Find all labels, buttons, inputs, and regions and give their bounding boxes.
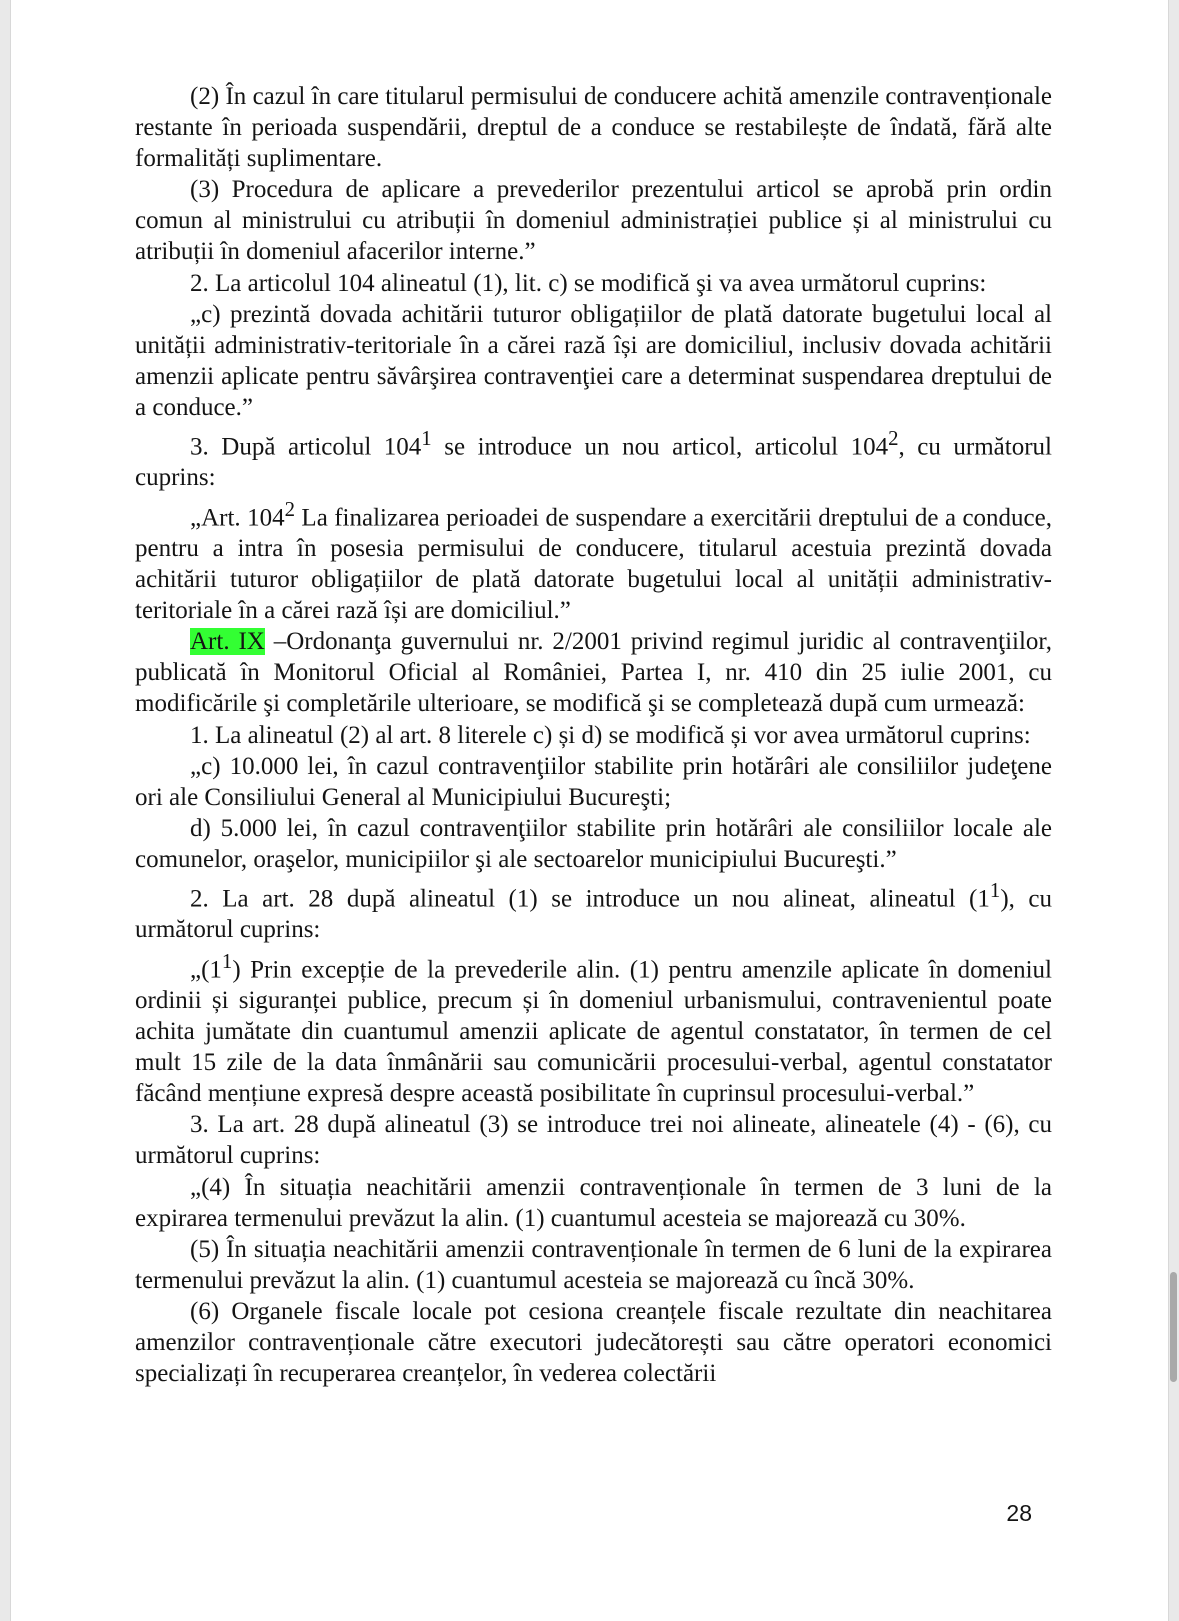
page-number: 28 bbox=[1006, 1500, 1032, 1526]
text-run: „Art. 104 bbox=[190, 503, 285, 531]
superscript: 1 bbox=[221, 948, 233, 973]
paragraph: 1. La alineatul (2) al art. 8 literele c) și d) se modifică și vor avea următorul cuprins: bbox=[190, 721, 1031, 749]
paragraph bbox=[135, 626, 1052, 719]
paragraph bbox=[135, 423, 1052, 494]
superscript: 1 bbox=[989, 878, 1001, 902]
document-page bbox=[10, 0, 1169, 1621]
paragraph: (3) Procedura de aplicare a prevederilor prezentului articol se aprobă prin ordin comun al ministrului cu atribuții în domeniul administrației publice și al ministrului cu atribuții în domeniul afacerilor interne.” bbox=[135, 176, 1052, 266]
paragraph: d) 5.000 lei, în cazul contravenţiilor stabilite prin hotărâri ale consiliilor locale ale comunelor, oraşelor, municipiilor şi ale sectoarelor municipiului Bucureşti.” bbox=[135, 814, 1052, 873]
text-run: ), cu următorul cuprins: bbox=[135, 885, 1053, 944]
paragraph: (6) Organele fiscale locale pot cesiona creanțele fiscale rezultate din neachitarea amenzilor contravenționale către executori judecătorești sau către operatori economici specializați în recuperarea creanțelor, în vederea colectării bbox=[135, 1297, 1052, 1388]
superscript: 2 bbox=[888, 426, 899, 451]
paragraph: (5) În situația neachitării amenzii contravenționale în termen de 6 luni de la expirarea termenului prevăzut la alin. (1) cuantumul acesteia se majorează cu încă 30%. bbox=[135, 1235, 1052, 1294]
text-run: , cu următorul cuprins: bbox=[135, 433, 1052, 492]
highlighted-article-label: Art. IX bbox=[190, 628, 265, 656]
paragraph: 2. La articolul 104 alineatul (1), lit. c) se modifică şi va avea următorul cuprins: bbox=[190, 269, 987, 297]
paragraph: „(4) În situația neachitării amenzii contravenționale în termen de 3 luni de la expirarea termenului prevăzut la alin. (1) cuantumul acesteia se majorează cu 30%. bbox=[135, 1173, 1052, 1232]
paragraph bbox=[135, 946, 1052, 1110]
superscript: 1 bbox=[421, 426, 432, 451]
vertical-scrollbar[interactable] bbox=[1170, 1272, 1177, 1382]
text-run: 3. După articolul 104 bbox=[190, 433, 422, 461]
paragraph bbox=[135, 875, 1052, 946]
text-run: La finalizarea perioadei de suspendare a exercitării dreptului de a conduce, pentru a intra în posesia permisului de conducere, titularul acestuia prezintă dovada achitării tuturor obligațiilor de plată datorate bugetului local al unității administrativ-teritoriale în a cărei rază își are domiciliul.” bbox=[135, 503, 1052, 625]
text-run: ) Prin excepție de la prevederile alin. (1) pentru amenzile aplicate în domeniul ordinii și siguranței publice, precum și în domeniul urbanismului, contravenientul poate achita jumătate din cuantumul amenzii aplicate de agentul constatator, în termen de cel mult 15 zile de la data înmânării sau comunicării procesului-verbal, agentul constatator făcând mențiune expresă despre această posibilitate în cuprinsul procesului-verbal.” bbox=[135, 955, 1052, 1108]
paragraph: „c) 10.000 lei, în cazul contravenţiilor stabilite prin hotărâri ale consiliilor judeţene ori ale Consiliului General al Municipiului Bucureşti; bbox=[135, 752, 1052, 811]
superscript: 2 bbox=[284, 496, 296, 521]
paragraph: „c) prezintă dovada achitării tuturor obligațiilor de plată datorate bugetului local al unității administrativ-teritoriale în a cărei rază își are domiciliul, inclusiv dovada achitării amenzii aplicate pentru săvârşirea contravenţiei care a determinat suspendarea dreptului de a conduce.” bbox=[135, 300, 1052, 421]
paragraph bbox=[135, 494, 1052, 627]
paragraph: (2) În cazul în care titularul permisului de conducere achită amenzile contravenționale restante în perioada suspendării, dreptul de a conduce se restabilește de îndată, fără alte formalități suplimentare. bbox=[135, 83, 1052, 173]
text-run: „(1 bbox=[190, 955, 222, 983]
text-run: 2. La art. 28 după alineatul (1) se introduce un nou alineat, alineatul (1 bbox=[190, 885, 990, 913]
document-body bbox=[135, 81, 1052, 1389]
text-run: –Ordonanţa guvernului nr. 2/2001 privind regimul juridic al contravenţiilor, publicată în Monitorul Oficial al României, Partea I, nr. 410 din 25 iulie 2001, cu modificările şi completările ulterioare, se modifică şi se completează după cum urmează: bbox=[135, 628, 1052, 718]
paragraph: 3. La art. 28 după alineatul (3) se introduce trei noi alineate, alineatele (4) - (6), cu următorul cuprins: bbox=[135, 1111, 1052, 1170]
text-run: se introduce un nou articol, articolul 104 bbox=[431, 433, 889, 461]
